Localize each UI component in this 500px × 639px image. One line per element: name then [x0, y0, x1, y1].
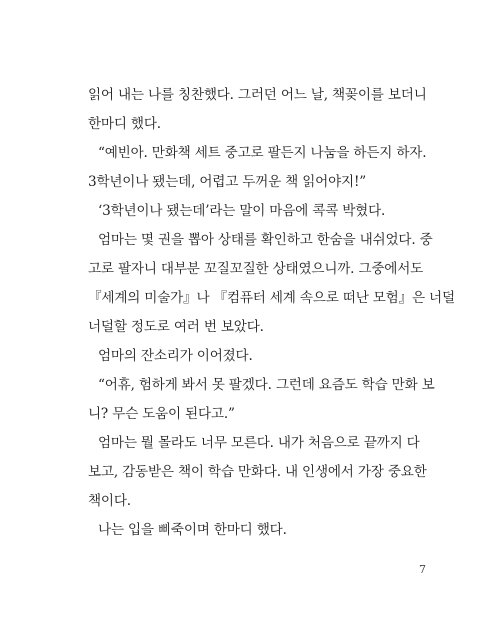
- text-line: 나는 입을 삐죽이며 한마디 했다.: [98, 522, 287, 538]
- text-line: 한마디 했다.: [88, 116, 161, 132]
- text-line: 『세계의 미술가』나 『컴퓨터 세계 속으로 떠난 모험』은 너덜: [88, 290, 455, 306]
- text-line: 읽어 내는 나를 칭찬했다. 그러던 어느 날, 책꽂이를 보더니: [88, 87, 427, 103]
- text-line: 책이다.: [88, 493, 131, 509]
- text-line: “예빈아. 만화책 세트 중고로 팔든지 나눔을 하든지 하자.: [98, 145, 427, 161]
- text-line: 엄마의 잔소리가 이어졌다.: [98, 348, 253, 364]
- text-line: 엄마는 몇 권을 뽑아 상태를 확인하고 한숨을 내쉬었다. 중: [98, 232, 433, 248]
- text-line: 니? 무슨 도움이 된다고.”: [88, 406, 235, 422]
- text-line: 너덜할 정도로 여러 번 보았다.: [88, 319, 264, 335]
- text-line: 고로 팔자니 대부분 꼬질꼬질한 상태였으니까. 그중에서도: [88, 261, 424, 277]
- text-line: 엄마는 뭘 몰라도 너무 모른다. 내가 처음으로 끝까지 다: [98, 435, 420, 451]
- text-line: 보고, 감동받은 책이 학습 만화다. 내 인생에서 가장 중요한: [88, 464, 427, 480]
- page-number: 7: [419, 563, 426, 576]
- text-line: 3학년이나 됐는데, 어렵고 두꺼운 책 읽어야지!”: [88, 174, 366, 190]
- text-line: ‘3학년이나 됐는데’라는 말이 마음에 콕콕 박혔다.: [98, 203, 386, 219]
- text-line: “어휴, 험하게 봐서 못 팔겠다. 그런데 요즘도 학습 만화 보: [98, 377, 435, 393]
